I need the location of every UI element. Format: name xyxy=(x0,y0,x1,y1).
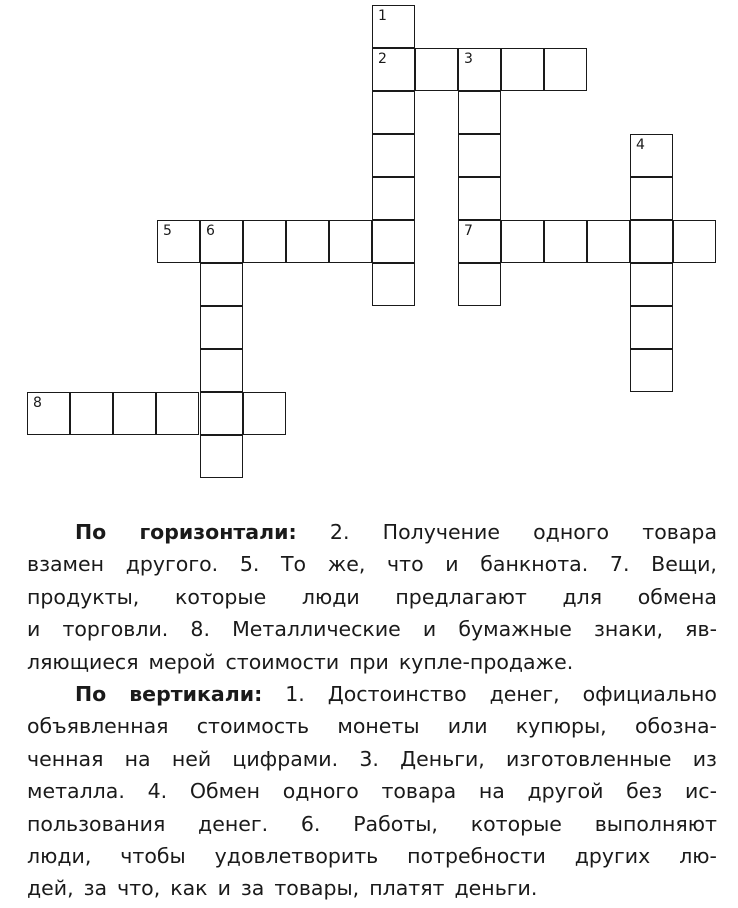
clue-word: без xyxy=(626,779,663,804)
crossword-cell[interactable] xyxy=(415,48,458,91)
crossword-cell[interactable] xyxy=(286,220,329,263)
clue-word: То xyxy=(281,552,307,577)
clue-line xyxy=(27,775,717,807)
clue-word: Получение xyxy=(382,520,500,544)
clue-word: По xyxy=(75,520,107,544)
clue-word: из xyxy=(692,746,717,771)
clue-word: выполняют xyxy=(594,811,717,836)
crossword-cell[interactable] xyxy=(70,392,113,435)
cell-number: 7 xyxy=(464,223,473,239)
clue-word: денег, xyxy=(489,681,560,706)
clue-word: банкнота. xyxy=(480,552,589,577)
cell-number: 3 xyxy=(464,51,473,67)
clue-word: Деньги, xyxy=(400,746,485,771)
crossword-cell[interactable] xyxy=(113,392,156,435)
crossword-cell[interactable] xyxy=(544,220,587,263)
clue-word: 3. xyxy=(359,746,379,771)
clue-line xyxy=(27,548,717,580)
crossword-cell[interactable] xyxy=(243,220,286,263)
clue-word: за xyxy=(83,876,108,901)
clue-word: товары, xyxy=(274,876,360,901)
crossword-cell[interactable] xyxy=(372,220,415,263)
clue-line xyxy=(27,840,717,872)
clue-line xyxy=(27,678,717,710)
crossword-cell[interactable] xyxy=(372,263,415,306)
clue-word: По xyxy=(75,681,107,706)
clue-word: люди, xyxy=(27,843,92,868)
crossword-cell[interactable] xyxy=(458,48,501,91)
clue-word: пользования xyxy=(27,811,166,836)
cell-number: 6 xyxy=(206,223,215,239)
crossword-cell[interactable] xyxy=(157,220,200,263)
crossword-cell[interactable] xyxy=(372,5,415,48)
clue-word: дей, xyxy=(27,876,74,901)
crossword-cell[interactable] xyxy=(372,91,415,134)
clue-word: изготовленные xyxy=(506,746,672,771)
clue-word: товара xyxy=(381,779,457,804)
clue-word: ис- xyxy=(684,779,717,804)
crossword-cell[interactable] xyxy=(200,306,243,349)
clue-word: что, xyxy=(117,876,161,901)
clue-word: удовлетворить xyxy=(214,843,379,868)
crossword-cell[interactable] xyxy=(458,263,501,306)
clue-word: или xyxy=(447,714,488,739)
clue-word: ней xyxy=(171,746,212,771)
cell-number: 4 xyxy=(636,137,645,153)
clue-word: ченная xyxy=(27,746,104,771)
crossword-cell[interactable] xyxy=(200,349,243,392)
clue-word: вертикали: xyxy=(129,681,263,706)
clue-word: деньги. xyxy=(454,876,538,901)
clue-word: другого. xyxy=(125,552,219,577)
clue-word: знаки, xyxy=(593,617,664,642)
crossword-cell[interactable] xyxy=(544,48,587,91)
clue-word: же, xyxy=(327,552,366,577)
clue-word: одного xyxy=(282,779,359,804)
clue-word: предлагают xyxy=(395,584,527,609)
clue-line xyxy=(27,872,717,904)
clue-line xyxy=(27,516,717,548)
clue-word: потребности xyxy=(407,843,546,868)
clue-word: 6. xyxy=(300,811,321,836)
cell-number: 1 xyxy=(378,8,387,24)
clue-word: Достоинство xyxy=(327,681,467,706)
clue-line xyxy=(27,613,717,645)
clue-word: и xyxy=(27,617,41,642)
cell-number: 8 xyxy=(33,395,42,411)
crossword-cell[interactable] xyxy=(630,349,673,392)
clue-word: обмена xyxy=(637,584,717,609)
clue-word: на xyxy=(478,779,505,804)
clue-word: купюры, xyxy=(515,714,607,739)
clue-word: ляющиеся xyxy=(27,649,139,674)
crossword-cell[interactable] xyxy=(673,220,716,263)
crossword-cell[interactable] xyxy=(630,134,673,177)
clue-line xyxy=(27,710,717,742)
clue-line xyxy=(27,743,717,775)
clue-word: монеты xyxy=(337,714,420,739)
crossword-cell[interactable] xyxy=(27,392,70,435)
crossword-cell[interactable] xyxy=(630,306,673,349)
crossword-cell[interactable] xyxy=(458,91,501,134)
crossword-cell[interactable] xyxy=(200,220,243,263)
clue-word: для xyxy=(562,584,603,609)
clue-word: обозна- xyxy=(634,714,717,739)
clue-word: и xyxy=(445,552,459,577)
crossword-cell[interactable] xyxy=(200,392,243,435)
crossword-cell[interactable] xyxy=(243,392,286,435)
clue-word: 1. xyxy=(285,681,305,706)
clue-word: чтобы xyxy=(120,843,186,868)
crossword-cell[interactable] xyxy=(458,134,501,177)
clue-word: официально xyxy=(582,681,717,706)
crossword-cell[interactable] xyxy=(501,48,544,91)
clue-word: стоимости xyxy=(225,649,340,674)
clue-word: как xyxy=(170,876,208,901)
crossword-cell[interactable] xyxy=(458,177,501,220)
clue-word: платят xyxy=(369,876,445,901)
clue-word: мерой xyxy=(148,649,216,674)
crossword-cell[interactable] xyxy=(156,392,199,435)
crossword-cell[interactable] xyxy=(630,220,673,263)
crossword-cell[interactable] xyxy=(200,435,243,478)
clue-word: и xyxy=(422,617,437,642)
clue-word: Обмен xyxy=(189,779,261,804)
clue-word: горизонтали: xyxy=(139,520,297,544)
clue-line xyxy=(27,808,717,840)
clue-word: стоимость xyxy=(196,714,310,739)
clue-word: на xyxy=(124,746,151,771)
cell-number: 5 xyxy=(163,223,172,239)
crossword-cell[interactable] xyxy=(630,177,673,220)
clue-word: денег. xyxy=(198,811,269,836)
crossword-cell[interactable] xyxy=(372,48,415,91)
clue-word: товара xyxy=(642,520,717,544)
clue-word: яв- xyxy=(685,617,717,642)
clue-word: лю- xyxy=(679,843,717,868)
clue-word: 4. xyxy=(147,779,168,804)
crossword-cell[interactable] xyxy=(200,263,243,306)
crossword-cell[interactable] xyxy=(587,220,630,263)
clue-word: 5. xyxy=(239,552,260,577)
crossword-cell[interactable] xyxy=(501,220,544,263)
crossword-cell[interactable] xyxy=(372,134,415,177)
clue-word: которые xyxy=(174,584,267,609)
clue-word: продукты, xyxy=(27,584,140,609)
clue-word: взамен xyxy=(27,552,105,577)
clue-word: купле-продаже. xyxy=(398,649,574,674)
clue-word: металла. xyxy=(27,779,125,804)
clue-line xyxy=(27,581,717,613)
crossword-cell[interactable] xyxy=(329,220,372,263)
clue-word: за xyxy=(240,876,265,901)
clue-word: объявленная xyxy=(27,714,169,739)
clue-word: торговли. xyxy=(62,617,169,642)
clue-word: цифрами. xyxy=(232,746,339,771)
clue-word: которые xyxy=(470,811,562,836)
clue-word: люди xyxy=(301,584,360,609)
clue-word: других xyxy=(574,843,651,868)
clue-line xyxy=(27,646,717,678)
clue-word: бумажные xyxy=(458,617,572,642)
clue-word: 8. xyxy=(190,617,210,642)
clue-word: что xyxy=(387,552,424,577)
clue-word: и xyxy=(217,876,231,901)
crossword-cell[interactable] xyxy=(630,263,673,306)
cell-number: 2 xyxy=(378,51,387,67)
clues-text xyxy=(27,516,717,905)
clue-word: Металлические xyxy=(232,617,401,642)
clue-word: другой xyxy=(527,779,604,804)
clue-word: при xyxy=(349,649,389,674)
clue-word: 2. xyxy=(329,520,350,544)
clue-word: 7. xyxy=(609,552,630,577)
clue-word: Работы, xyxy=(353,811,438,836)
clue-word: Вещи, xyxy=(651,552,717,577)
crossword-cell[interactable] xyxy=(458,220,501,263)
crossword-cell[interactable] xyxy=(372,177,415,220)
clue-word: одного xyxy=(533,520,610,544)
